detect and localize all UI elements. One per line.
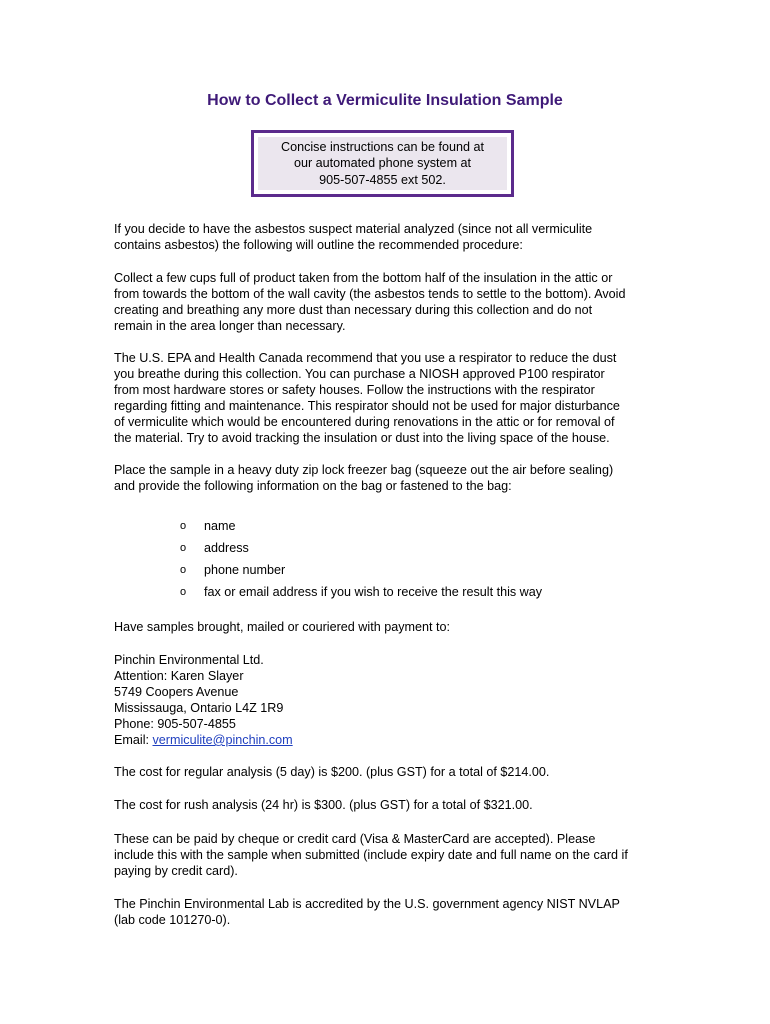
- list-item: [180, 540, 542, 562]
- email-link[interactable]: vermiculite@pinchin.com: [152, 733, 293, 747]
- bullet-marker: o: [180, 586, 187, 598]
- mailing-address: [114, 652, 659, 748]
- email-label: Email:: [114, 733, 153, 747]
- notice-line: our automated phone system at: [293, 156, 472, 171]
- list-item-text: address: [204, 541, 249, 555]
- list-item-text: name: [204, 519, 236, 533]
- list-item: [180, 518, 542, 540]
- accreditation-paragraph: The Pinchin Environmental Lab is accredited by the U.S. government agency NIST NVLAP (lab code 101270-0).: [114, 897, 620, 927]
- send-paragraph: Have samples brought, mailed or couriered with payment to:: [114, 620, 450, 634]
- notice-text: [258, 137, 507, 190]
- respirator-paragraph: The U.S. EPA and Health Canada recommend that you use a respirator to reduce the dust you breathe during this collection. You can purchase a NIOSH approved P100 respirator from most hardware stores or safety houses. Follow the instructions with the respirator regarding fitting and maintenance. This respirator should not be used for major disturbance of vermiculite which would be encountered during renovations in the attic or for removal of the material. Try to avoid tracking the insulation or dust into the living space of the house.: [114, 351, 620, 445]
- rush-cost-paragraph: The cost for rush analysis (24 hr) is $300. (plus GST) for a total of $321.00.: [114, 798, 533, 812]
- address-email-line: [114, 732, 659, 748]
- regular-cost-paragraph: The cost for regular analysis (5 day) is $200. (plus GST) for a total of $214.00.: [114, 765, 550, 779]
- notice-box: [251, 130, 514, 197]
- bag-paragraph: Place the sample in a heavy duty zip lock freezer bag (squeeze out the air before sealing) and provide the following information on the bag or fastened to the bag:: [114, 463, 614, 493]
- bullet-marker: o: [180, 542, 187, 554]
- list-item-text: phone number: [204, 563, 286, 577]
- notice-line: Concise instructions can be found at: [280, 139, 485, 154]
- address-phone: Phone: 905-507-4855: [114, 717, 236, 731]
- address-street: 5749 Coopers Avenue: [114, 685, 239, 699]
- info-bullet-list: [180, 518, 542, 606]
- bullet-marker: o: [180, 520, 187, 532]
- list-item: [180, 562, 542, 584]
- address-city: Mississauga, Ontario L4Z 1R9: [114, 701, 284, 715]
- list-item-text: fax or email address if you wish to receive the result this way: [204, 585, 543, 599]
- notice-line: 905-507-4855 ext 502.: [319, 172, 446, 187]
- list-item: [180, 584, 542, 606]
- address-attention: Attention: Karen Slayer: [114, 669, 244, 683]
- collect-paragraph: Collect a few cups full of product taken from the bottom half of the insulation in the attic or from towards the bottom of the wall cavity (the asbestos tends to settle to the bottom). Avoid creating and breathing any more dust than necessary during this collection and do not remain in the area longer than necessary.: [114, 271, 626, 333]
- address-company: Pinchin Environmental Ltd.: [114, 653, 264, 667]
- payment-paragraph: These can be paid by cheque or credit card (Visa & MasterCard are accepted). Please include this with the sample when submitted (include expiry date and full name on the card if paying by credit card).: [114, 832, 628, 878]
- page-title: How to Collect a Vermiculite Insulation Sample: [207, 92, 563, 109]
- bullet-marker: o: [180, 564, 187, 576]
- intro-paragraph: If you decide to have the asbestos suspect material analyzed (since not all vermiculite contains asbestos) the following will outline the recommended procedure:: [114, 222, 593, 252]
